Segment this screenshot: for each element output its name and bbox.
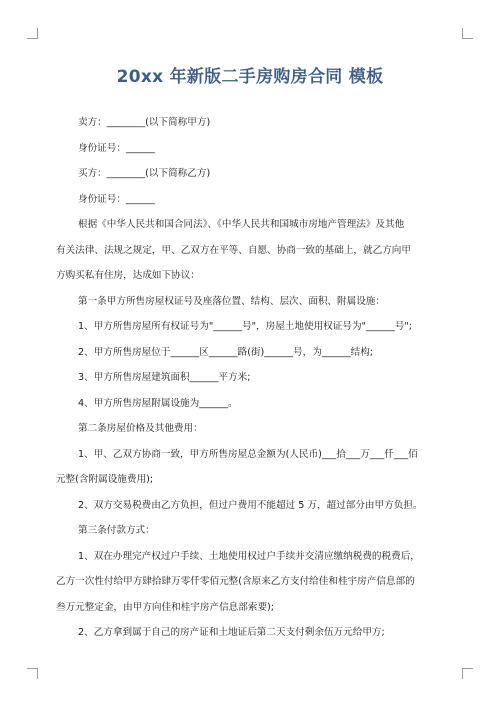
paragraph-line: 有关法律、法规之规定，甲、乙双方在平等、自愿、协商一致的基础上，就乙方向甲 (56, 245, 411, 256)
article-heading: 第二条房屋价格及其他费用： (78, 423, 203, 434)
document-title: 20xx 年新版二手房购房合同 模板 (116, 67, 384, 87)
clause-line: 乙方一次性付给甲方肆拾肆万零仟零佰元整(含原来乙方支付给佳和桂宇房产信息部的 (56, 576, 415, 587)
article-heading: 第一条甲方所售房屋权证号及座落位置、结构、层次、面积、附属设施： (78, 296, 385, 307)
seller-id-line: 身份证号：______ (78, 143, 155, 154)
clause-line: 2、乙方拿到属于自己的房产证和土地证后第二天支付剩余伍万元给甲方; (78, 627, 385, 638)
seller-line: 卖方：________(以下简称甲方) (78, 117, 211, 128)
page-corner-bottom-left (27, 668, 38, 679)
clause-line: 1、甲、乙双方协商一致，甲方所售房屋总金额为(人民币)___拾___万___仟___佰 (78, 449, 418, 460)
page-corner-bottom-right (462, 668, 473, 679)
page-corner-top-left (27, 28, 38, 39)
clause-line: 元整(含附属设施费用); (56, 474, 154, 485)
buyer-id-line: 身份证号：______ (78, 194, 155, 205)
clause-line: 叁万元整定金，由甲方向佳和桂宇房产信息部索要); (56, 602, 275, 613)
page-corner-top-right (462, 28, 473, 39)
clause-line: 4、甲方所售房屋附属设施为______。 (78, 398, 238, 409)
clause-line: 1、双在办理完产权过户手续、土地使用权过户手续并交清应缴纳税费的税费后， (78, 551, 420, 562)
buyer-line: 买方：________(以下简称乙方) (78, 168, 211, 179)
clause-line: 2、甲方所售房屋位于______区______路(街)______号，为______结构; (78, 347, 374, 358)
clause-line: 2、双方交易税费由乙方负担，但过户费用不能超过 5 万，超过部分由甲方负担。 (78, 500, 423, 511)
paragraph-line: 根据《中华人民共和国合同法》、《中华人民共和国城市房地产管理法》及其他 (78, 219, 405, 230)
article-heading: 第三条付款方式： (78, 525, 155, 536)
clause-line: 3、甲方所售房屋建筑面积______平方米; (78, 372, 251, 383)
clause-line: 1、甲方所售房屋所有权证号为"______号"，房屋土地使用权证号为"______号"; (78, 321, 412, 332)
paragraph-line: 方购买私有住房，达成如下协议： (56, 270, 200, 281)
